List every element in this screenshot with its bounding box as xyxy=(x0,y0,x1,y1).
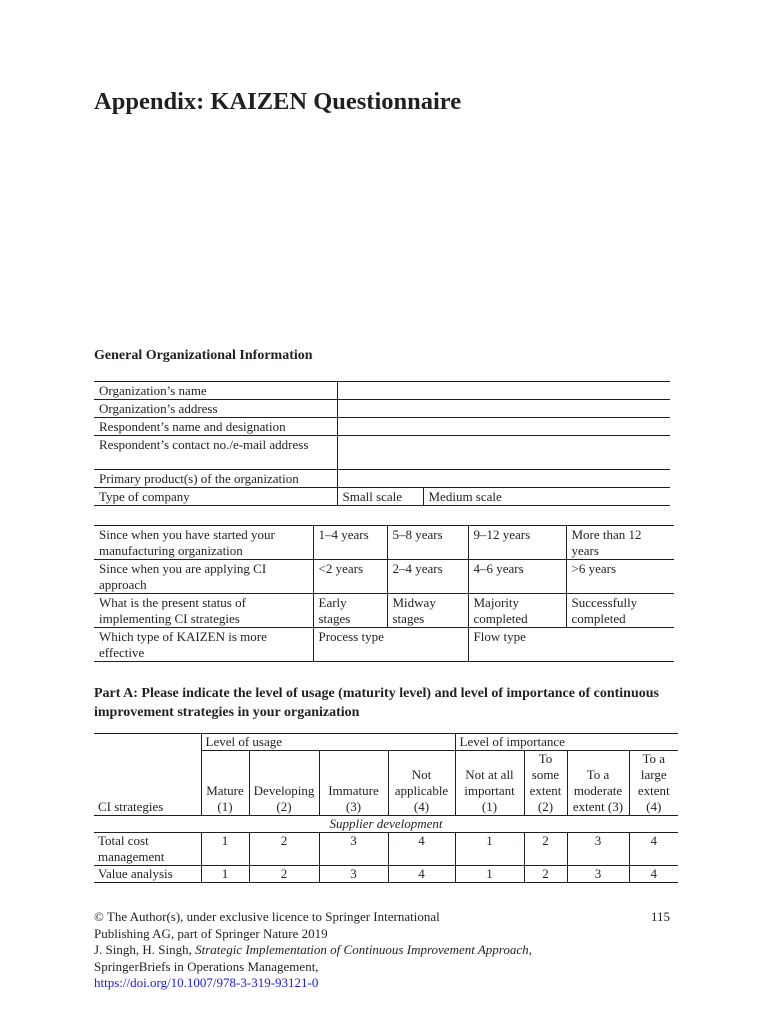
option-cell: >6 years xyxy=(566,560,674,594)
row-label: Respondent’s contact no./e-mail address xyxy=(94,436,337,470)
row-label: Organization’s name xyxy=(94,382,337,400)
table-row xyxy=(94,866,678,883)
importance-cell[interactable]: 4 xyxy=(629,866,678,883)
option-cell: 1–4 years xyxy=(313,526,387,560)
question-cell: Since when you are applying CI approach xyxy=(94,560,313,594)
usage-level-header: Developing (2) xyxy=(249,751,319,816)
table-row xyxy=(94,594,674,628)
usage-cell[interactable]: 1 xyxy=(201,833,249,866)
citation-book-title: Strategic Implementation of Continuous Improvement Approach xyxy=(195,942,529,957)
usage-cell[interactable]: 4 xyxy=(388,866,455,883)
answer-cell xyxy=(337,400,670,418)
importance-level-header: To a moderate extent (3) xyxy=(567,751,629,816)
answer-cell xyxy=(337,418,670,436)
group-row xyxy=(94,816,678,833)
header-row xyxy=(94,751,678,816)
answer-cell xyxy=(337,436,670,470)
strategy-name: Value analysis xyxy=(94,866,201,883)
copyright-footer xyxy=(94,909,594,992)
citation-series: , SpringerBriefs in Operations Management, xyxy=(94,942,532,974)
row-label: Organization’s address xyxy=(94,400,337,418)
table-row xyxy=(94,526,674,560)
page-number: 115 xyxy=(651,909,671,924)
importance-cell[interactable]: 2 xyxy=(524,833,567,866)
option-cell: Flow type xyxy=(468,628,674,662)
option-cell: 9–12 years xyxy=(468,526,566,560)
question-cell: Which type of KAIZEN is more effective xyxy=(94,628,313,662)
table-row xyxy=(94,400,670,418)
importance-level-header: To some extent (2) xyxy=(524,751,567,816)
usage-cell[interactable]: 2 xyxy=(249,866,319,883)
ci-header: CI strategies xyxy=(94,751,201,816)
row-label: Primary product(s) of the organization xyxy=(94,470,337,488)
option-cell: 2–4 years xyxy=(387,560,468,594)
copyright-line: © The Author(s), under exclusive licence to Springer International xyxy=(94,909,440,924)
importance-cell[interactable]: 4 xyxy=(629,833,678,866)
table-row xyxy=(94,833,678,866)
row-label: Respondent’s name and designation xyxy=(94,418,337,436)
usage-cell[interactable]: 2 xyxy=(249,833,319,866)
question-cell: What is the present status of implementing CI strategies xyxy=(94,594,313,628)
importance-cell[interactable]: 2 xyxy=(524,866,567,883)
citation-authors: J. Singh, H. Singh, xyxy=(94,942,196,957)
table-row xyxy=(94,382,670,400)
question-cell: Since when you have started your manufacturing organization xyxy=(94,526,313,560)
citation xyxy=(94,942,594,975)
background-table xyxy=(94,525,674,662)
option-cell: Majority completed xyxy=(468,594,566,628)
table-row xyxy=(94,628,674,662)
importance-cell[interactable]: 3 xyxy=(567,833,629,866)
usage-cell[interactable]: 4 xyxy=(388,833,455,866)
option-cell: Small scale xyxy=(337,488,423,506)
usage-header: Level of usage xyxy=(201,734,455,751)
part-a-heading: Part A: Please indicate the level of usage (maturity level) and level of importance of continuous improvement strategies in your organization xyxy=(94,686,659,720)
importance-level-header: To a large extent (4) xyxy=(629,751,678,816)
header-row xyxy=(94,734,678,751)
importance-cell[interactable]: 3 xyxy=(567,866,629,883)
usage-level-header: Not applicable (4) xyxy=(388,751,455,816)
general-info-heading: General Organizational Information xyxy=(94,348,313,363)
option-cell: 5–8 years xyxy=(387,526,468,560)
option-cell: More than 12 years xyxy=(566,526,674,560)
table-row xyxy=(94,488,670,506)
table-row xyxy=(94,436,670,470)
importance-cell[interactable]: 1 xyxy=(455,833,524,866)
row-label: Type of company xyxy=(94,488,337,506)
importance-cell[interactable]: 1 xyxy=(455,866,524,883)
strategy-name: Total cost management xyxy=(94,833,201,866)
option-cell: Successfully completed xyxy=(566,594,674,628)
usage-level-header: Mature (1) xyxy=(201,751,249,816)
part-a-table xyxy=(94,733,678,883)
page-title: Appendix: KAIZEN Questionnaire xyxy=(94,88,462,115)
answer-cell xyxy=(337,470,670,488)
importance-header: Level of importance xyxy=(455,734,678,751)
table-row xyxy=(94,470,670,488)
option-cell: Midway stages xyxy=(387,594,468,628)
usage-level-header: Immature (3) xyxy=(319,751,388,816)
table-row xyxy=(94,560,674,594)
option-cell: Medium scale xyxy=(423,488,670,506)
answer-cell xyxy=(337,382,670,400)
group-label: Supplier development xyxy=(94,816,678,833)
importance-level-header: Not at all important (1) xyxy=(455,751,524,816)
option-cell: Early stages xyxy=(313,594,387,628)
general-info-table xyxy=(94,381,670,506)
usage-cell[interactable]: 3 xyxy=(319,833,388,866)
publisher-line: Publishing AG, part of Springer Nature 2019 xyxy=(94,925,328,941)
option-cell: <2 years xyxy=(313,560,387,594)
option-cell: Process type xyxy=(313,628,468,662)
usage-cell[interactable]: 1 xyxy=(201,866,249,883)
option-cell: 4–6 years xyxy=(468,560,566,594)
doi-link[interactable]: https://doi.org/10.1007/978-3-319-93121-0 xyxy=(94,975,319,990)
usage-cell[interactable]: 3 xyxy=(319,866,388,883)
header-spacer xyxy=(94,734,201,751)
table-row xyxy=(94,418,670,436)
